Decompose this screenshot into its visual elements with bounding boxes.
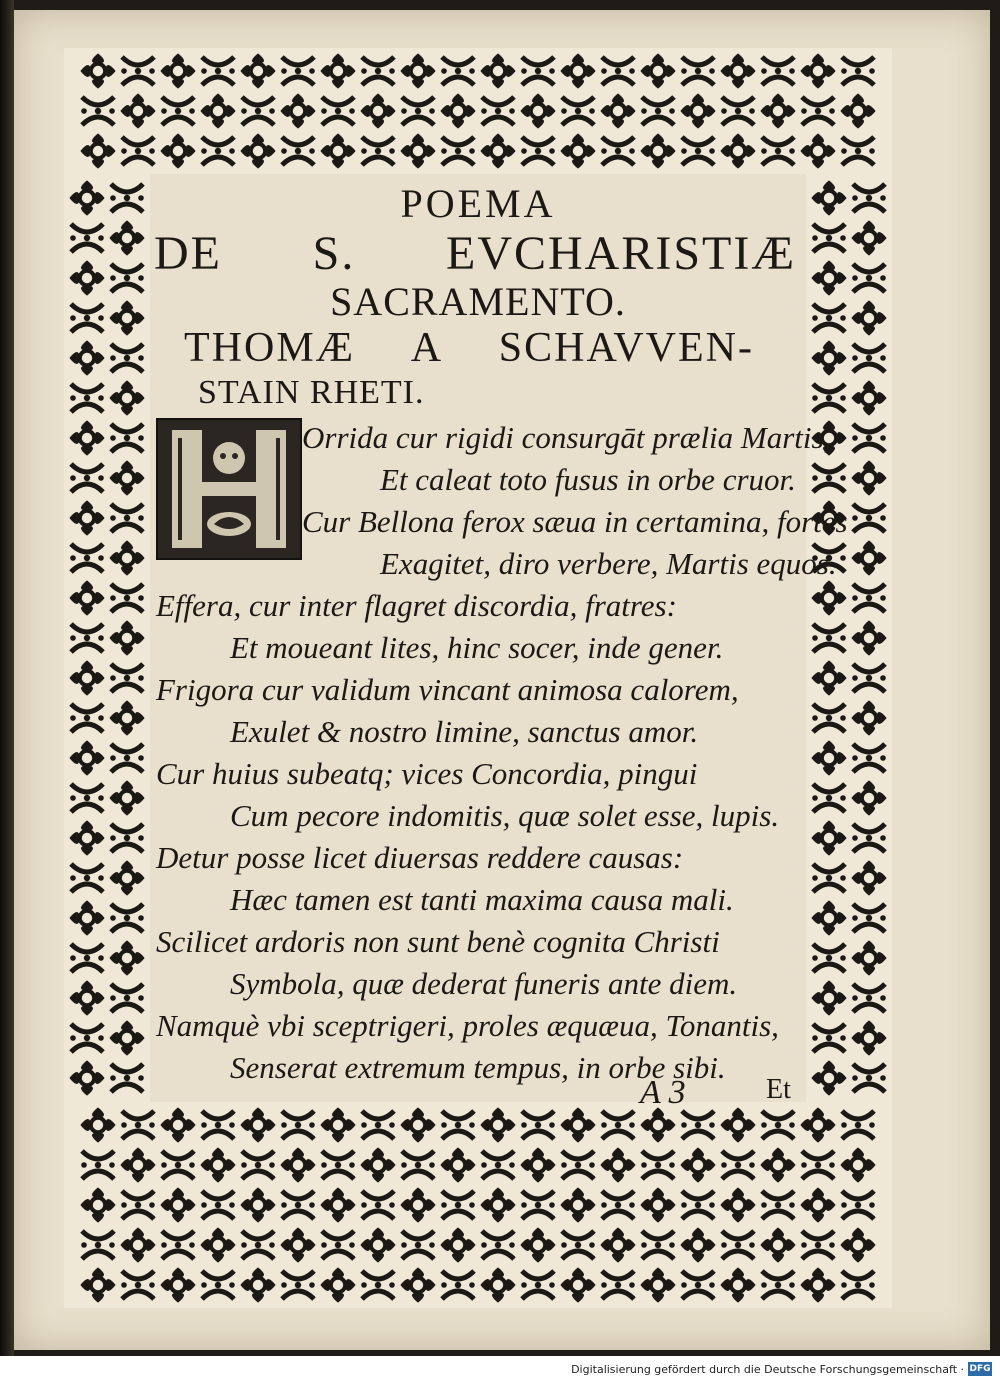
ornament-tile	[320, 53, 355, 88]
ornament-tile	[721, 97, 755, 125]
ornament-tile	[812, 704, 846, 732]
ornament-tile	[480, 53, 515, 88]
ornament-tile	[561, 1151, 595, 1179]
ornament-tile	[521, 57, 555, 85]
ornament-tile	[601, 137, 635, 165]
ornament-tile	[81, 1231, 115, 1259]
ornament-tile	[851, 700, 886, 735]
ornament-tile	[800, 133, 835, 168]
footer-bar	[0, 1356, 1000, 1383]
ornament-tile	[80, 1267, 115, 1302]
ornament-tile	[640, 1107, 675, 1142]
ornament-tile	[69, 260, 104, 295]
ornament-tile	[110, 264, 144, 292]
ornament-tile	[811, 740, 846, 775]
ornament-tile	[680, 93, 715, 128]
ornament-tile	[481, 97, 515, 125]
ornament-tile	[81, 97, 115, 125]
ornament-tile	[161, 1151, 195, 1179]
ornament-tile	[560, 1107, 595, 1142]
ornament-tile	[480, 133, 515, 168]
ornament-tile	[241, 1151, 275, 1179]
ornament-tile	[851, 380, 886, 415]
verse-line-11: Detur posse licet diuersas reddere causas:	[156, 840, 684, 875]
ornament-tile	[121, 1191, 155, 1219]
ornament-tile	[360, 93, 395, 128]
ornament-tile	[521, 1111, 555, 1139]
verse-line-10: Cum pecore indomitis, quæ solet esse, lupis.	[230, 798, 780, 833]
ornament-tile	[200, 1147, 235, 1182]
ornament-tile	[852, 504, 886, 532]
ornament-tile	[601, 57, 635, 85]
ornament-tile	[361, 1191, 395, 1219]
ornament-tile	[560, 1267, 595, 1302]
verse-line-4: Exagitet, diro verbere, Martis equos.	[380, 546, 837, 581]
ornament-pattern	[64, 1102, 892, 1308]
ornament-tile	[852, 344, 886, 372]
ornament-tile	[281, 137, 315, 165]
ornament-tile	[110, 504, 144, 532]
ornament-tile	[69, 660, 104, 695]
ornament-tile	[109, 780, 144, 815]
ornament-tile	[109, 700, 144, 735]
ornament-tile	[801, 1151, 835, 1179]
ornament-tile	[851, 940, 886, 975]
ornament-tile	[681, 1271, 715, 1299]
ornament-tile	[109, 540, 144, 575]
ornament-tile	[761, 57, 795, 85]
ornament-tile	[160, 1107, 195, 1142]
ornament-tile	[280, 93, 315, 128]
ornament-tile	[69, 500, 104, 535]
ornament-tile	[800, 1267, 835, 1302]
title-line-3: SACRAMENTO.	[330, 279, 626, 324]
ornamental-border-top	[64, 48, 892, 174]
ornament-tile	[760, 1227, 795, 1262]
ornament-tile	[440, 1227, 475, 1262]
footer-credit: Digitalisierung gefördert durch die Deutsche Forschungsgemeinschaft ·	[571, 1363, 964, 1376]
ornament-tile	[280, 1227, 315, 1262]
ornament-tile	[80, 1187, 115, 1222]
ornament-tile	[840, 1227, 875, 1262]
ornament-tile	[110, 584, 144, 612]
ornament-tile	[400, 1267, 435, 1302]
ornament-tile	[760, 1147, 795, 1182]
ornament-tile	[600, 1227, 635, 1262]
ornament-tile	[240, 53, 275, 88]
ornament-tile	[110, 824, 144, 852]
ornament-tile	[70, 224, 104, 252]
ornament-tile	[761, 1271, 795, 1299]
ornament-tile	[109, 460, 144, 495]
ornamental-border-right	[806, 174, 892, 1102]
ornament-tile	[361, 1271, 395, 1299]
ornament-tile	[109, 940, 144, 975]
ornament-tile	[160, 1267, 195, 1302]
ornament-tile	[201, 1271, 235, 1299]
ornament-tile	[80, 53, 115, 88]
ornament-tile	[852, 744, 886, 772]
ornament-tile	[320, 133, 355, 168]
ornament-tile	[720, 133, 755, 168]
ornament-tile	[560, 133, 595, 168]
ornament-tile	[481, 1231, 515, 1259]
ornament-tile	[811, 580, 846, 615]
ornament-tile	[811, 900, 846, 935]
ornament-tile	[321, 1231, 355, 1259]
ornament-tile	[280, 1147, 315, 1182]
ornament-tile	[120, 1147, 155, 1182]
ornament-tile	[200, 93, 235, 128]
ornament-tile	[441, 1191, 475, 1219]
ornament-tile	[440, 93, 475, 128]
ornament-tile	[401, 1231, 435, 1259]
ornament-tile	[812, 1024, 846, 1052]
ornament-tile	[109, 300, 144, 335]
ornament-tile	[681, 137, 715, 165]
ornament-tile	[721, 1151, 755, 1179]
ornament-pattern	[64, 174, 150, 1102]
verse-line-7: Frigora cur validum vincant animosa calorem,	[156, 672, 739, 707]
ornament-tile	[561, 97, 595, 125]
ornament-tile	[401, 97, 435, 125]
ornament-tile	[761, 1111, 795, 1139]
ornament-tile	[440, 1147, 475, 1182]
ornament-tile	[851, 780, 886, 815]
ornament-pattern	[64, 48, 892, 174]
ornament-tile	[201, 57, 235, 85]
ornament-tile	[69, 420, 104, 455]
title-line-2: DE S. EVCHARISTIÆ	[154, 227, 796, 280]
ornament-tile	[401, 1151, 435, 1179]
ornament-tile	[201, 1191, 235, 1219]
ornament-tile	[521, 1271, 555, 1299]
ornament-tile	[120, 1227, 155, 1262]
ornament-tile	[480, 1267, 515, 1302]
ornament-tile	[241, 97, 275, 125]
ornament-tile	[800, 53, 835, 88]
ornament-tile	[481, 1151, 515, 1179]
ornament-tile	[852, 424, 886, 452]
ornament-tile	[852, 984, 886, 1012]
ornament-tile	[80, 133, 115, 168]
verse-line-5: Effera, cur inter flagret discordia, fratres:	[156, 588, 677, 623]
ornament-tile	[69, 740, 104, 775]
ornament-tile	[69, 340, 104, 375]
ornament-tile	[721, 1231, 755, 1259]
ornament-tile	[841, 1111, 875, 1139]
ornament-tile	[812, 944, 846, 972]
ornament-tile	[840, 93, 875, 128]
ornament-tile	[641, 1231, 675, 1259]
decorated-initial-h	[156, 418, 302, 560]
ornament-tile	[240, 1187, 275, 1222]
ornament-tile	[761, 1191, 795, 1219]
ornament-tile	[201, 1111, 235, 1139]
ornament-tile	[160, 53, 195, 88]
ornament-tile	[69, 980, 104, 1015]
verse-line-13: Scilicet ardoris non sunt benè cognita Christi	[156, 924, 720, 959]
ornament-tile	[640, 133, 675, 168]
ornament-tile	[361, 57, 395, 85]
text-block	[150, 174, 848, 1111]
initial-h-graphic	[158, 420, 300, 558]
ornament-tile	[109, 620, 144, 655]
ornament-tile	[811, 260, 846, 295]
ornament-tile	[851, 300, 886, 335]
ornament-tile	[811, 820, 846, 855]
ornament-tile	[852, 184, 886, 212]
ornament-tile	[681, 1191, 715, 1219]
ornament-tile	[70, 944, 104, 972]
ornament-tile	[240, 133, 275, 168]
ornament-tile	[560, 53, 595, 88]
title-line-1: POEMA	[400, 181, 556, 226]
ornament-tile	[811, 340, 846, 375]
ornament-tile	[321, 97, 355, 125]
ornament-tile	[360, 1147, 395, 1182]
ornament-tile	[600, 1147, 635, 1182]
ornament-tile	[852, 1064, 886, 1092]
ornament-tile	[480, 1187, 515, 1222]
ornament-tile	[161, 97, 195, 125]
ornament-tile	[851, 540, 886, 575]
ornament-tile	[841, 1271, 875, 1299]
ornament-tile	[812, 864, 846, 892]
ornament-tile	[441, 137, 475, 165]
ornament-pattern	[806, 174, 892, 1102]
ornament-tile	[360, 1227, 395, 1262]
ornament-tile	[281, 1191, 315, 1219]
ornament-tile	[320, 1267, 355, 1302]
ornament-tile	[109, 380, 144, 415]
ornament-tile	[841, 1191, 875, 1219]
ornament-tile	[641, 1151, 675, 1179]
ornament-tile	[640, 53, 675, 88]
title-line-4: THOMÆ A SCHAVVEN-	[184, 325, 754, 371]
ornament-tile	[121, 57, 155, 85]
ornament-tile	[851, 460, 886, 495]
ornament-tile	[69, 820, 104, 855]
ornament-tile	[801, 97, 835, 125]
ornament-tile	[641, 97, 675, 125]
ornament-tile	[110, 1064, 144, 1092]
ornament-tile	[240, 1267, 275, 1302]
ornament-tile	[320, 1187, 355, 1222]
ornament-tile	[680, 1147, 715, 1182]
ornament-tile	[160, 1187, 195, 1222]
ornament-tile	[811, 980, 846, 1015]
ornament-tile	[109, 860, 144, 895]
ornament-tile	[680, 1227, 715, 1262]
ornament-tile	[852, 904, 886, 932]
ornament-tile	[70, 784, 104, 812]
ornament-tile	[110, 744, 144, 772]
page-signature: A 3	[640, 1074, 686, 1111]
ornament-tile	[400, 1187, 435, 1222]
ornament-tile	[811, 180, 846, 215]
ornament-tile	[110, 904, 144, 932]
ornament-tile	[800, 1187, 835, 1222]
ornament-tile	[201, 137, 235, 165]
ornament-tile	[120, 93, 155, 128]
verse-line-16: Senserat extremum tempus, in orbe sibi.	[230, 1050, 726, 1085]
ornament-tile	[851, 620, 886, 655]
ornament-tile	[241, 1231, 275, 1259]
ornament-tile	[400, 53, 435, 88]
ornament-tile	[640, 1187, 675, 1222]
ornament-tile	[320, 1107, 355, 1142]
ornament-tile	[811, 660, 846, 695]
ornament-tile	[812, 384, 846, 412]
ornamental-border-left	[64, 174, 150, 1102]
book-spine	[0, 0, 14, 1356]
ornament-tile	[720, 1267, 755, 1302]
ornament-tile	[109, 220, 144, 255]
ornament-tile	[70, 864, 104, 892]
verse-line-14: Symbola, quæ dederat funeris ante diem.	[230, 966, 738, 1001]
verse-line-3: Cur Bellona ferox sæua in certamina, fortes	[302, 504, 848, 539]
ornament-tile	[852, 664, 886, 692]
ornament-tile	[109, 1020, 144, 1055]
ornament-tile	[851, 1020, 886, 1055]
ornament-tile	[69, 1060, 104, 1095]
verse-line-6: Et moueant lites, hinc socer, inde gener.	[230, 630, 724, 665]
ornament-tile	[361, 137, 395, 165]
ornament-tile	[281, 57, 315, 85]
ornament-tile	[811, 1060, 846, 1095]
ornament-tile	[441, 1271, 475, 1299]
ornament-tile	[480, 1107, 515, 1142]
ornament-tile	[812, 224, 846, 252]
verse-line-15: Namquè vbi sceptrigeri, proles æquæua, Tonantis,	[156, 1008, 779, 1043]
ornament-tile	[851, 860, 886, 895]
ornament-tile	[400, 133, 435, 168]
ornament-tile	[70, 304, 104, 332]
ornament-tile	[601, 1111, 635, 1139]
ornament-tile	[521, 137, 555, 165]
ornament-tile	[70, 704, 104, 732]
ornamental-border-bottom	[64, 1102, 892, 1308]
ornament-tile	[69, 180, 104, 215]
catchword: Et	[766, 1074, 791, 1105]
ornament-tile	[800, 1107, 835, 1142]
ornament-tile	[720, 1107, 755, 1142]
ornament-tile	[801, 1231, 835, 1259]
ornament-tile	[110, 664, 144, 692]
ornament-tile	[70, 464, 104, 492]
ornament-tile	[110, 424, 144, 452]
ornament-tile	[81, 1151, 115, 1179]
ornament-tile	[161, 1231, 195, 1259]
ornament-tile	[601, 1271, 635, 1299]
ornament-tile	[70, 1024, 104, 1052]
ornament-tile	[520, 1227, 555, 1262]
ornament-tile	[69, 900, 104, 935]
ornament-tile	[812, 304, 846, 332]
ornament-tile	[640, 1267, 675, 1302]
ornament-tile	[561, 1231, 595, 1259]
ornament-tile	[852, 584, 886, 612]
ornament-tile	[400, 1107, 435, 1142]
ornament-tile	[121, 1271, 155, 1299]
ornament-tile	[851, 220, 886, 255]
ornament-tile	[841, 57, 875, 85]
title-line-5: STAIN RHETI.	[198, 374, 425, 411]
ornament-tile	[852, 264, 886, 292]
ornament-tile	[812, 784, 846, 812]
ornament-tile	[840, 1147, 875, 1182]
verse-line-1: Orrida cur rigidi consurgāt prælia Martis,	[302, 420, 832, 455]
ornament-tile	[281, 1111, 315, 1139]
ornament-tile	[681, 1111, 715, 1139]
ornament-tile	[760, 93, 795, 128]
ornament-tile	[70, 544, 104, 572]
ornament-tile	[240, 1107, 275, 1142]
ornament-tile	[812, 464, 846, 492]
ornament-tile	[110, 344, 144, 372]
ornament-tile	[441, 57, 475, 85]
dfg-logo: DFG	[969, 1364, 991, 1374]
ornament-tile	[110, 984, 144, 1012]
ornament-tile	[681, 57, 715, 85]
verse-line-12: Hæc tamen est tanti maxima causa mali.	[230, 882, 734, 917]
ornament-tile	[70, 384, 104, 412]
verse-line-9: Cur huius subeatq; vices Concordia, pingui	[156, 756, 698, 791]
ornament-tile	[121, 1111, 155, 1139]
ornament-tile	[521, 1191, 555, 1219]
ornament-tile	[110, 184, 144, 212]
ornament-tile	[321, 1151, 355, 1179]
ornament-tile	[520, 1147, 555, 1182]
ornament-tile	[520, 93, 555, 128]
ornament-tile	[560, 1187, 595, 1222]
ornament-tile	[761, 137, 795, 165]
ornament-tile	[69, 580, 104, 615]
ornament-tile	[200, 1227, 235, 1262]
ornament-tile	[281, 1271, 315, 1299]
ornament-tile	[441, 1111, 475, 1139]
ornament-tile	[601, 1191, 635, 1219]
ornament-tile	[812, 624, 846, 652]
ornament-tile	[121, 137, 155, 165]
ornament-tile	[600, 93, 635, 128]
ornament-tile	[361, 1111, 395, 1139]
ornament-tile	[852, 824, 886, 852]
verse-line-2: Et caleat toto fusus in orbe cruor.	[380, 462, 796, 497]
ornament-tile	[720, 1187, 755, 1222]
ornament-tile	[720, 53, 755, 88]
ornament-tile	[160, 133, 195, 168]
verse-line-8: Exulet & nostro limine, sanctus amor.	[230, 714, 699, 749]
ornament-tile	[70, 624, 104, 652]
ornament-tile	[80, 1107, 115, 1142]
ornament-tile	[841, 137, 875, 165]
